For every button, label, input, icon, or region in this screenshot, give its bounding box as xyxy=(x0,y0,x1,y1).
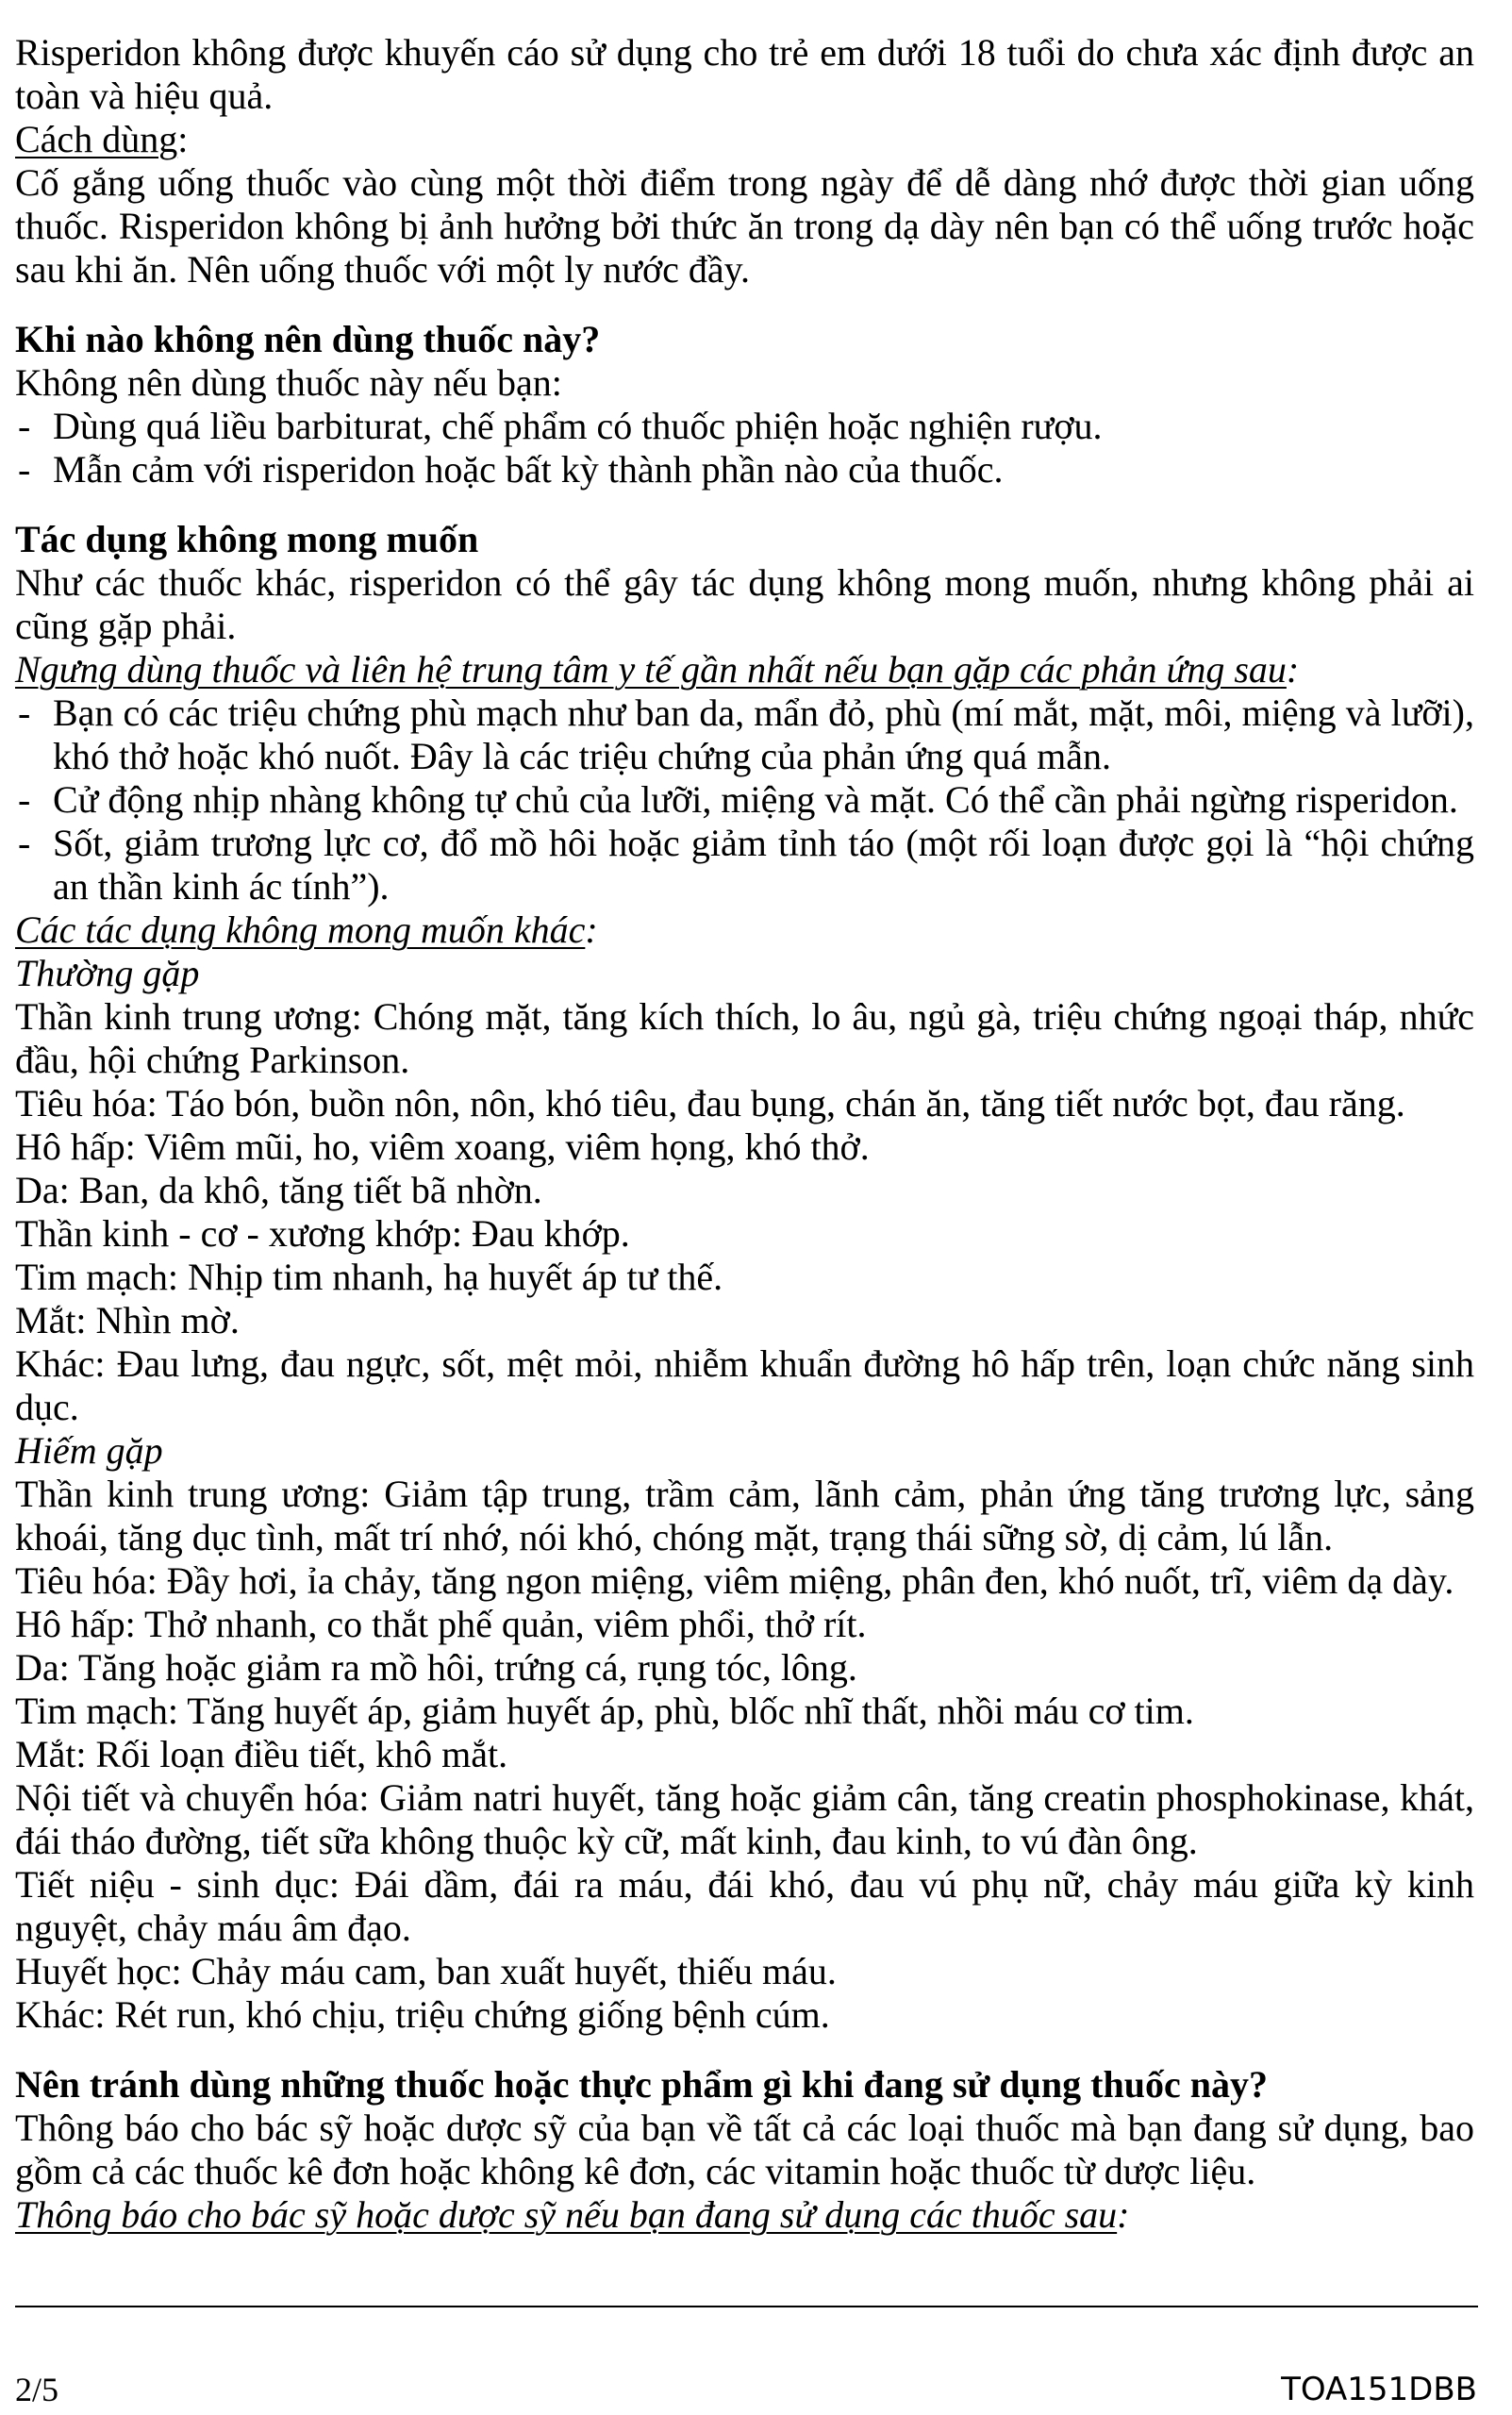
text-line: Cử động nhịp nhàng không tự chủ của lưỡi, miệng và mặt. Có thể cần phải ngừng risperidon. xyxy=(53,778,1458,821)
usage-heading xyxy=(15,118,1474,161)
text-line: Mắt: Nhìn mờ. xyxy=(15,1299,240,1341)
text-line: Sốt, giảm trương lực cơ, đổ mồ hôi hoặc giảm tỉnh táo (một rối loạn được gọi là “hội chứng xyxy=(53,822,1474,864)
text-line: toàn và hiệu quả. xyxy=(15,75,274,117)
effect-entry xyxy=(15,1473,1474,1559)
text-line: Tim mạch: Tăng huyết áp, giảm huyết áp, phù, blốc nhĩ thất, nhồi máu cơ tim. xyxy=(15,1690,1194,1732)
effect-entry xyxy=(15,1125,1474,1169)
intro-paragraph xyxy=(15,31,1474,118)
common-effects-label: Thường gặp xyxy=(15,952,200,994)
document-code: TOA151DBB xyxy=(1281,2371,1477,2408)
list-marker: - xyxy=(18,405,31,447)
rare-effects-list xyxy=(15,1473,1474,2037)
contraindications-list xyxy=(15,405,1474,491)
adverse-effects-lead xyxy=(15,561,1474,648)
text-line: Hô hấp: Thở nhanh, co thắt phế quản, viêm phổi, thở rít. xyxy=(15,1603,867,1645)
effect-entry xyxy=(15,1776,1474,1863)
list-item xyxy=(15,448,1474,491)
stop-notice xyxy=(15,648,1474,691)
text-line: Bạn có các triệu chứng phù mạch như ban da, mẩn đỏ, phù (mí mắt, mặt, môi, miệng và lưỡi), xyxy=(53,691,1474,734)
text-line: Da: Ban, da khô, tăng tiết bã nhờn. xyxy=(15,1169,542,1211)
text-line: Risperidon không được khuyến cáo sử dụng cho trẻ em dưới 18 tuổi do chưa xác định được an xyxy=(15,31,1474,74)
effect-entry xyxy=(15,1863,1474,1950)
text-line: an thần kinh ác tính”). xyxy=(53,865,390,908)
list-item xyxy=(15,822,1474,908)
stop-notice-text: Ngưng dùng thuốc và liên hệ trung tâm y tế gần nhất nếu bạn gặp các phản ứng sau xyxy=(15,648,1287,691)
text-line: Mắt: Rối loạn điều tiết, khô mắt. xyxy=(15,1733,508,1775)
text-line: Tiêu hóa: Đầy hơi, ỉa chảy, tăng ngon miệng, viêm miệng, phân đen, khó nuốt, trĩ, viêm dạ dày. xyxy=(15,1559,1454,1602)
list-marker: - xyxy=(18,822,31,864)
effect-entry xyxy=(15,1256,1474,1299)
text-line: khoái, tăng dục tình, mất trí nhớ, nói khó, chóng mặt, trạng thái sững sờ, dị cảm, lú lẫn. xyxy=(15,1516,1334,1558)
interactions-lead xyxy=(15,2107,1474,2193)
text-line: sau khi ăn. Nên uống thuốc với một ly nước đầy. xyxy=(15,248,751,291)
contraindications-heading: Khi nào không nên dùng thuốc này? xyxy=(15,318,601,360)
text-line: dục. xyxy=(15,1386,79,1428)
text-line: Hô hấp: Viêm mũi, ho, viêm xoang, viêm họng, khó thở. xyxy=(15,1125,870,1168)
text-line: Huyết học: Chảy máu cam, ban xuất huyết, thiếu máu. xyxy=(15,1950,837,1992)
text-line: Tiết niệu - sinh dục: Đái dầm, đái ra máu, đái khó, đau vú phụ nữ, chảy máu giữa kỳ kinh xyxy=(15,1863,1474,1906)
text-line: Nội tiết và chuyển hóa: Giảm natri huyết, tăng hoặc giảm cân, tăng creatin phosphokinase, khát, xyxy=(15,1776,1474,1819)
effect-entry xyxy=(15,1733,1474,1776)
text-line: Da: Tăng hoặc giảm ra mồ hôi, trứng cá, rụng tóc, lông. xyxy=(15,1646,857,1689)
effect-entry xyxy=(15,1690,1474,1733)
text-line: Dùng quá liều barbiturat, chế phẩm có thuốc phiện hoặc nghiện rượu. xyxy=(53,405,1103,447)
text-line: Thông báo cho bác sỹ hoặc dược sỹ của bạn về tất cả các loại thuốc mà bạn đang sử dụng, bao xyxy=(15,2107,1474,2149)
effect-entry xyxy=(15,1299,1474,1342)
contraindications-lead: Không nên dùng thuốc này nếu bạn: xyxy=(15,361,562,404)
effect-entry xyxy=(15,1169,1474,1212)
text-line: gồm cả các thuốc kê đơn hoặc không kê đơn, các vitamin hoặc thuốc từ dược liệu. xyxy=(15,2150,1256,2192)
text-line: đái tháo đường, tiết sữa không thuộc kỳ cữ, mất kinh, đau kinh, to vú đàn ông. xyxy=(15,1820,1198,1862)
other-effects-label xyxy=(15,908,1474,952)
text-line: cũng gặp phải. xyxy=(15,605,237,647)
text-line: khó thở hoặc khó nuốt. Đây là các triệu chứng của phản ứng quá mẫn. xyxy=(53,735,1111,777)
text-line: Khác: Rét run, khó chịu, triệu chứng giống bệnh cúm. xyxy=(15,1993,830,2036)
text-line: Khác: Đau lưng, đau ngực, sốt, mệt mỏi, nhiễm khuẩn đường hô hấp trên, loạn chức năng sinh xyxy=(15,1342,1474,1385)
list-item xyxy=(15,691,1474,778)
page-number: 2/5 xyxy=(15,2371,59,2408)
text-line: Thần kinh trung ương: Giảm tập trung, trầm cảm, lãnh cảm, phản ứng tăng trương lực, sảng xyxy=(15,1473,1474,1515)
other-effects-suffix: : xyxy=(585,908,598,951)
effect-entry xyxy=(15,1559,1474,1603)
list-marker: - xyxy=(18,691,31,734)
list-marker: - xyxy=(18,778,31,821)
interactions-notice-suffix: : xyxy=(1117,2193,1130,2236)
effect-entry xyxy=(15,1646,1474,1690)
text-line: Như các thuốc khác, risperidon có thể gây tác dụng không mong muốn, nhưng không phải ai xyxy=(15,561,1474,604)
stop-notice-suffix: : xyxy=(1286,648,1300,691)
text-line: Thần kinh trung ương: Chóng mặt, tăng kích thích, lo âu, ngủ gà, triệu chứng ngoại tháp, nhức xyxy=(15,995,1474,1038)
text-line: thuốc. Risperidon không bị ảnh hưởng bởi thức ăn trong dạ dày nên bạn có thể uống trước hoặc xyxy=(15,205,1474,247)
adverse-effects-heading: Tác dụng không mong muốn xyxy=(15,518,479,560)
text-line: Cố gắng uống thuốc vào cùng một thời điểm trong ngày để dễ dàng nhớ được thời gian uống xyxy=(15,161,1474,204)
footer-rule xyxy=(15,2306,1478,2307)
usage-heading-label: Cách dùng xyxy=(15,118,178,160)
interactions-heading: Nên tránh dùng những thuốc hoặc thực phẩm gì khi đang sử dụng thuốc này? xyxy=(15,2063,1268,2106)
list-marker: - xyxy=(18,448,31,491)
stop-reactions-list xyxy=(15,691,1474,908)
effect-entry xyxy=(15,1603,1474,1646)
text-line: nguyệt, chảy máu âm đạo. xyxy=(15,1907,411,1949)
leaflet-page-body xyxy=(15,31,1474,2237)
effect-entry xyxy=(15,995,1474,1082)
text-line: đầu, hội chứng Parkinson. xyxy=(15,1039,410,1081)
effect-entry xyxy=(15,1212,1474,1256)
list-item xyxy=(15,405,1474,448)
text-line: Tim mạch: Nhịp tim nhanh, hạ huyết áp tư thế. xyxy=(15,1256,723,1298)
interactions-notice-text: Thông báo cho bác sỹ hoặc dược sỹ nếu bạn đang sử dụng các thuốc sau xyxy=(15,2193,1118,2236)
text-line: Mẫn cảm với risperidon hoặc bất kỳ thành phần nào của thuốc. xyxy=(53,448,1004,491)
other-effects-text: Các tác dụng không mong muốn khác xyxy=(15,908,586,951)
rare-effects-label: Hiếm gặp xyxy=(15,1429,163,1472)
interactions-notice xyxy=(15,2193,1474,2237)
list-item xyxy=(15,778,1474,822)
common-effects-list xyxy=(15,995,1474,1429)
effect-entry xyxy=(15,1993,1474,2037)
effect-entry xyxy=(15,1342,1474,1429)
effect-entry xyxy=(15,1950,1474,1993)
usage-paragraph xyxy=(15,161,1474,291)
usage-heading-suffix: : xyxy=(177,118,189,160)
text-line: Tiêu hóa: Táo bón, buồn nôn, nôn, khó tiêu, đau bụng, chán ăn, tăng tiết nước bọt, đau răng. xyxy=(15,1082,1405,1124)
text-line: Thần kinh - cơ - xương khớp: Đau khớp. xyxy=(15,1212,630,1255)
effect-entry xyxy=(15,1082,1474,1125)
